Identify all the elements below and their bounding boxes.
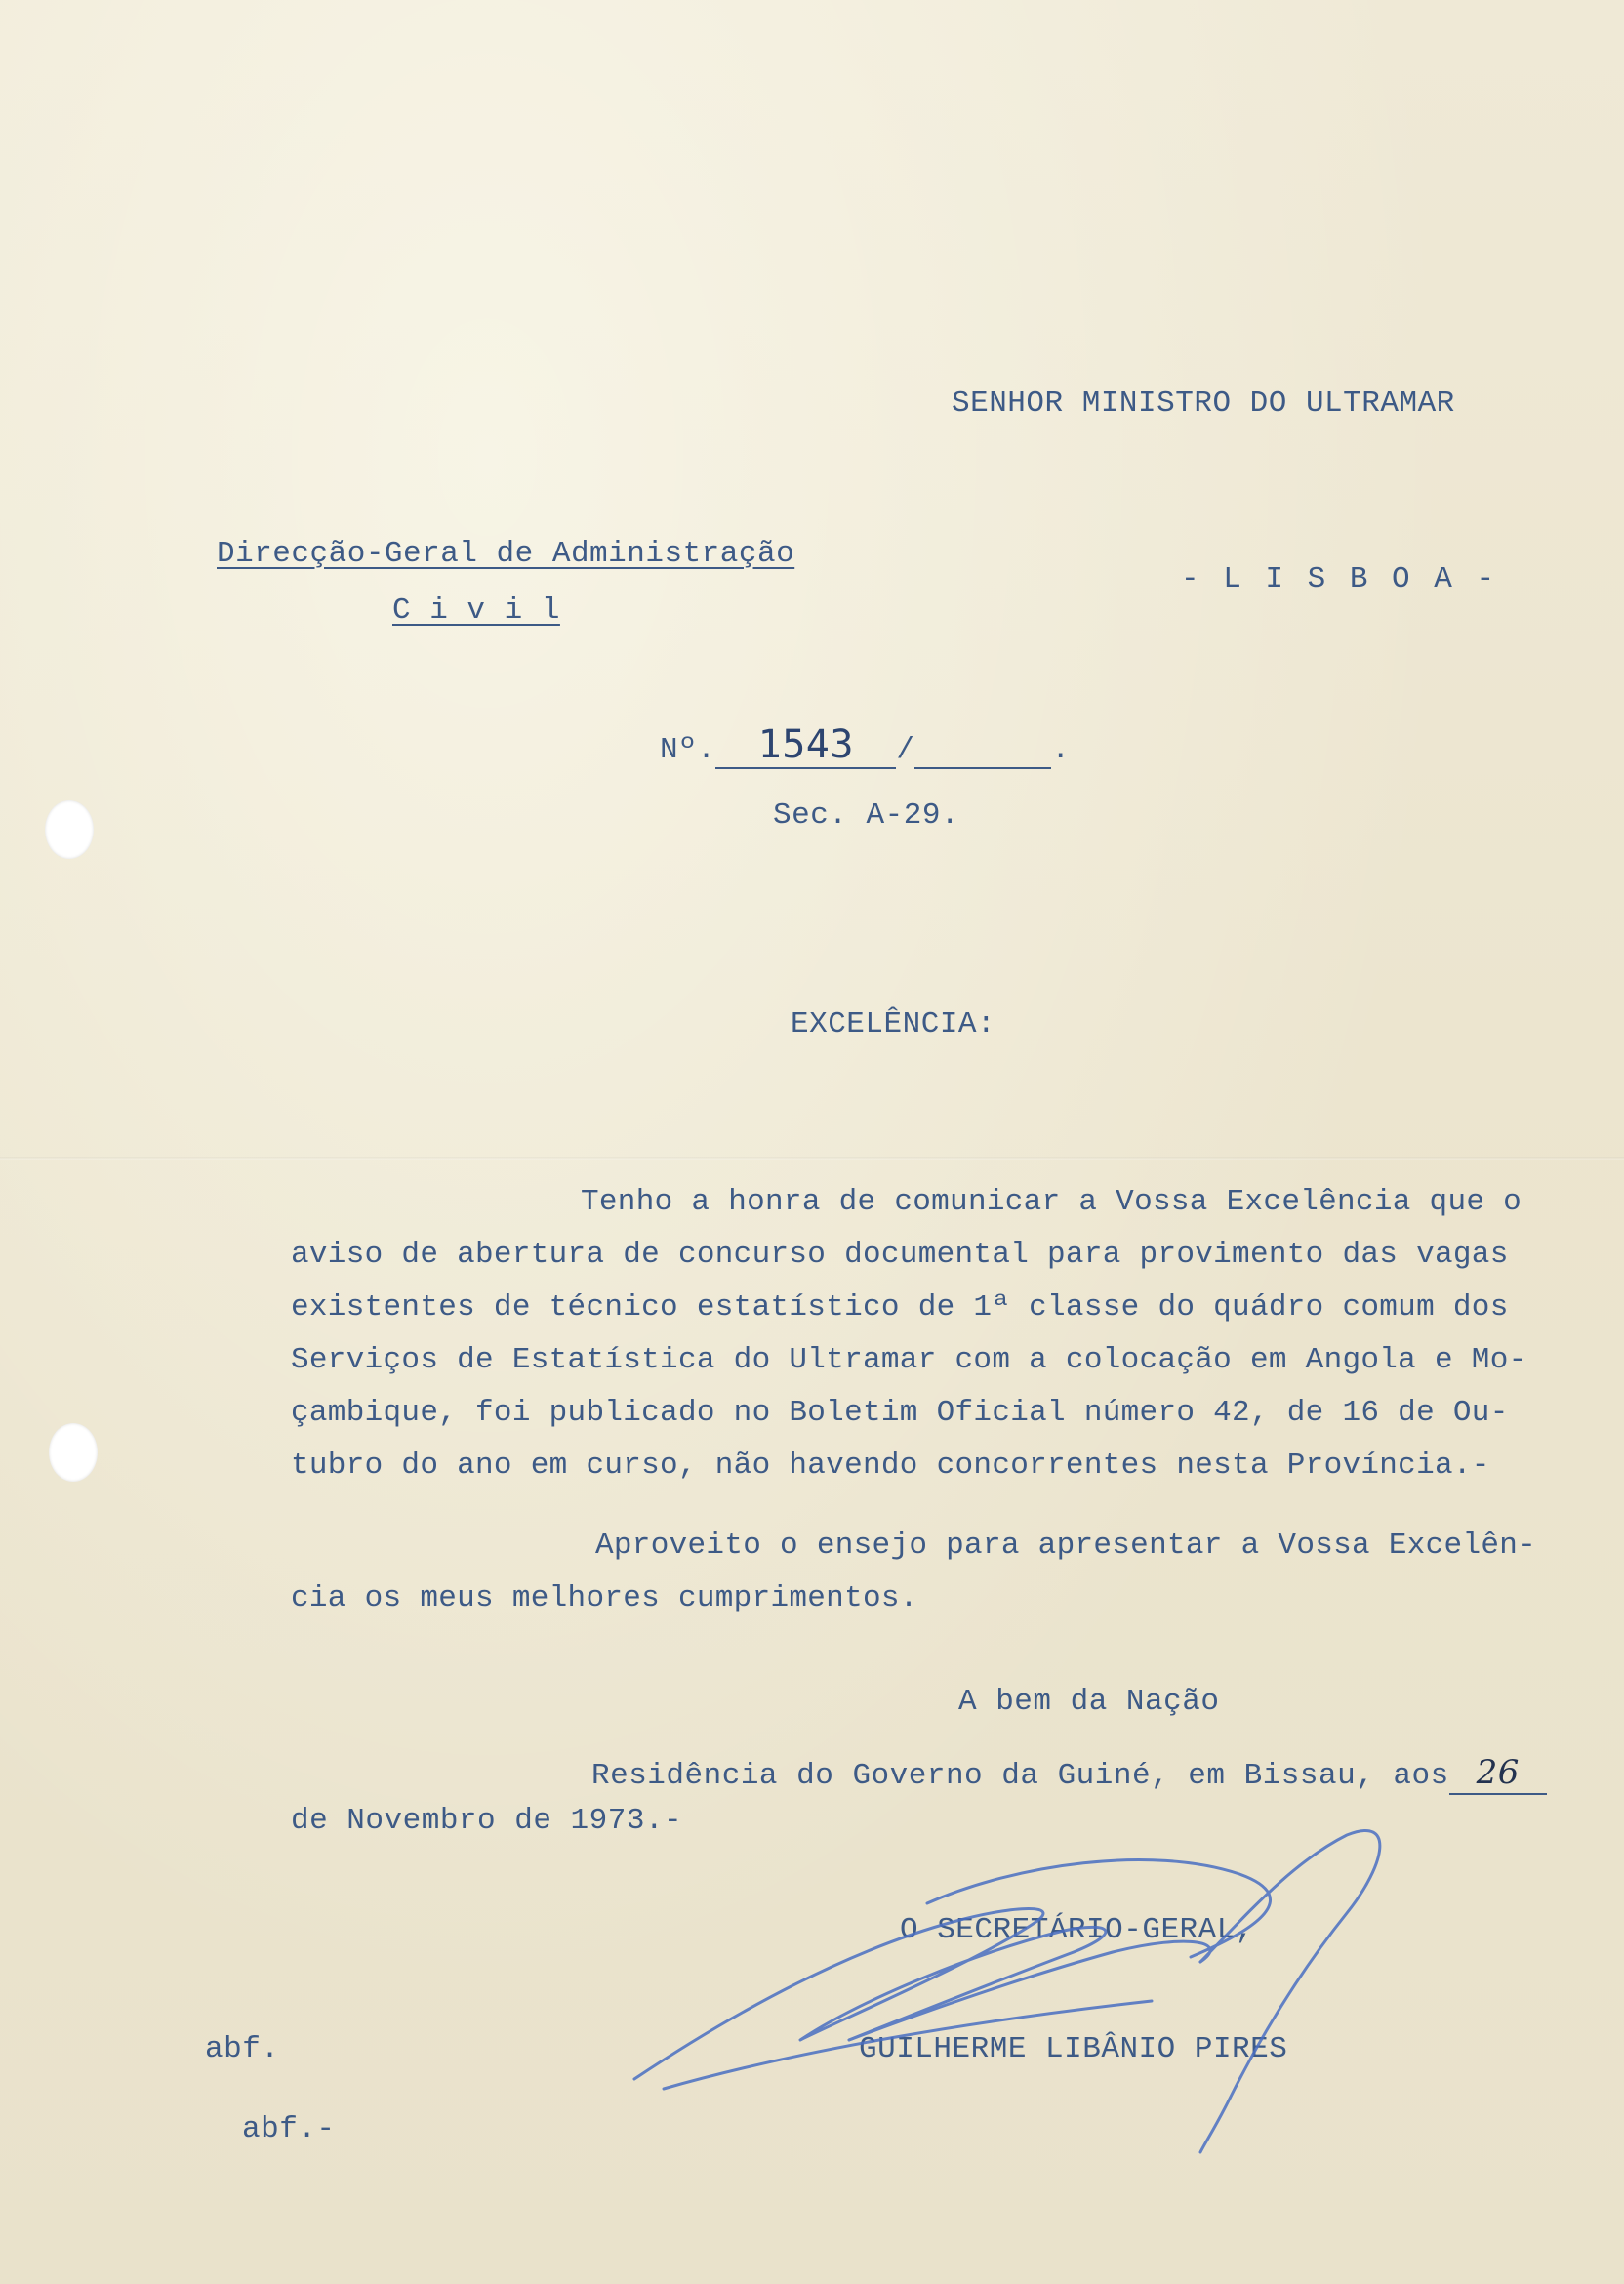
reference-prefix: Nº. (660, 733, 716, 767)
sender-department-line2: C i v i l (392, 593, 560, 628)
handwritten-signature (605, 1806, 1405, 2157)
closing-line-1: Aproveito o ensejo para apresentar a Vossa Excelên- (595, 1529, 1537, 1563)
body-line-1: Tenho a honra de comunicar a Vossa Excelência que o (581, 1185, 1522, 1219)
body-line-3: existentes de técnico estatístico de 1ª classe do quádro comum dos (291, 1290, 1509, 1325)
body-line-5: çambique, foi publicado no Boletim Oficial número 42, de 16 de Ou- (291, 1396, 1509, 1430)
signer-title: O SECRETÁRIO-GERAL, (900, 1913, 1254, 1947)
paper-fold (0, 1157, 1624, 1160)
reference-number-field (715, 722, 896, 769)
body-line-4: Serviços de Estatística do Ultramar com a colocação em Angola e Mo- (291, 1343, 1527, 1377)
typist-initials-1: abf. (205, 2032, 280, 2066)
reference-year-blank (914, 733, 1051, 769)
section-code: Sec. A-29. (773, 798, 960, 833)
closing-line-2: cia os meus melhores cumprimentos. (291, 1581, 918, 1615)
place-line (591, 1753, 1547, 1795)
body-line-2: aviso de abertura de concurso documental para provimento das vagas (291, 1238, 1509, 1272)
sender-department-line1: Direcção-Geral de Administração (217, 537, 795, 571)
destination-city: - L I S B O A - (1181, 562, 1498, 596)
addressee: SENHOR MINISTRO DO ULTRAMAR (952, 387, 1455, 421)
handwritten-day: 26 (1476, 1753, 1520, 1792)
punch-hole-top (45, 800, 94, 859)
place-text: Residência do Governo da Guiné, em Bissau, aos (591, 1759, 1449, 1793)
reference-number-line: Nº. 1543 / . (660, 722, 1071, 767)
punch-hole-bottom (49, 1423, 98, 1482)
reference-number: 1543 (757, 722, 854, 767)
date-line: de Novembro de 1973.- (291, 1804, 683, 1838)
signer-name: GUILHERME LIBÂNIO PIRES (859, 2032, 1288, 2066)
salutation: EXCELÊNCIA: (791, 1007, 996, 1041)
day-field (1449, 1753, 1547, 1795)
body-line-6: tubro do ano em curso, não havendo concorrentes nesta Província.- (291, 1448, 1490, 1483)
typist-initials-2: abf.- (242, 2112, 336, 2146)
valediction: A bem da Nação (958, 1685, 1220, 1719)
